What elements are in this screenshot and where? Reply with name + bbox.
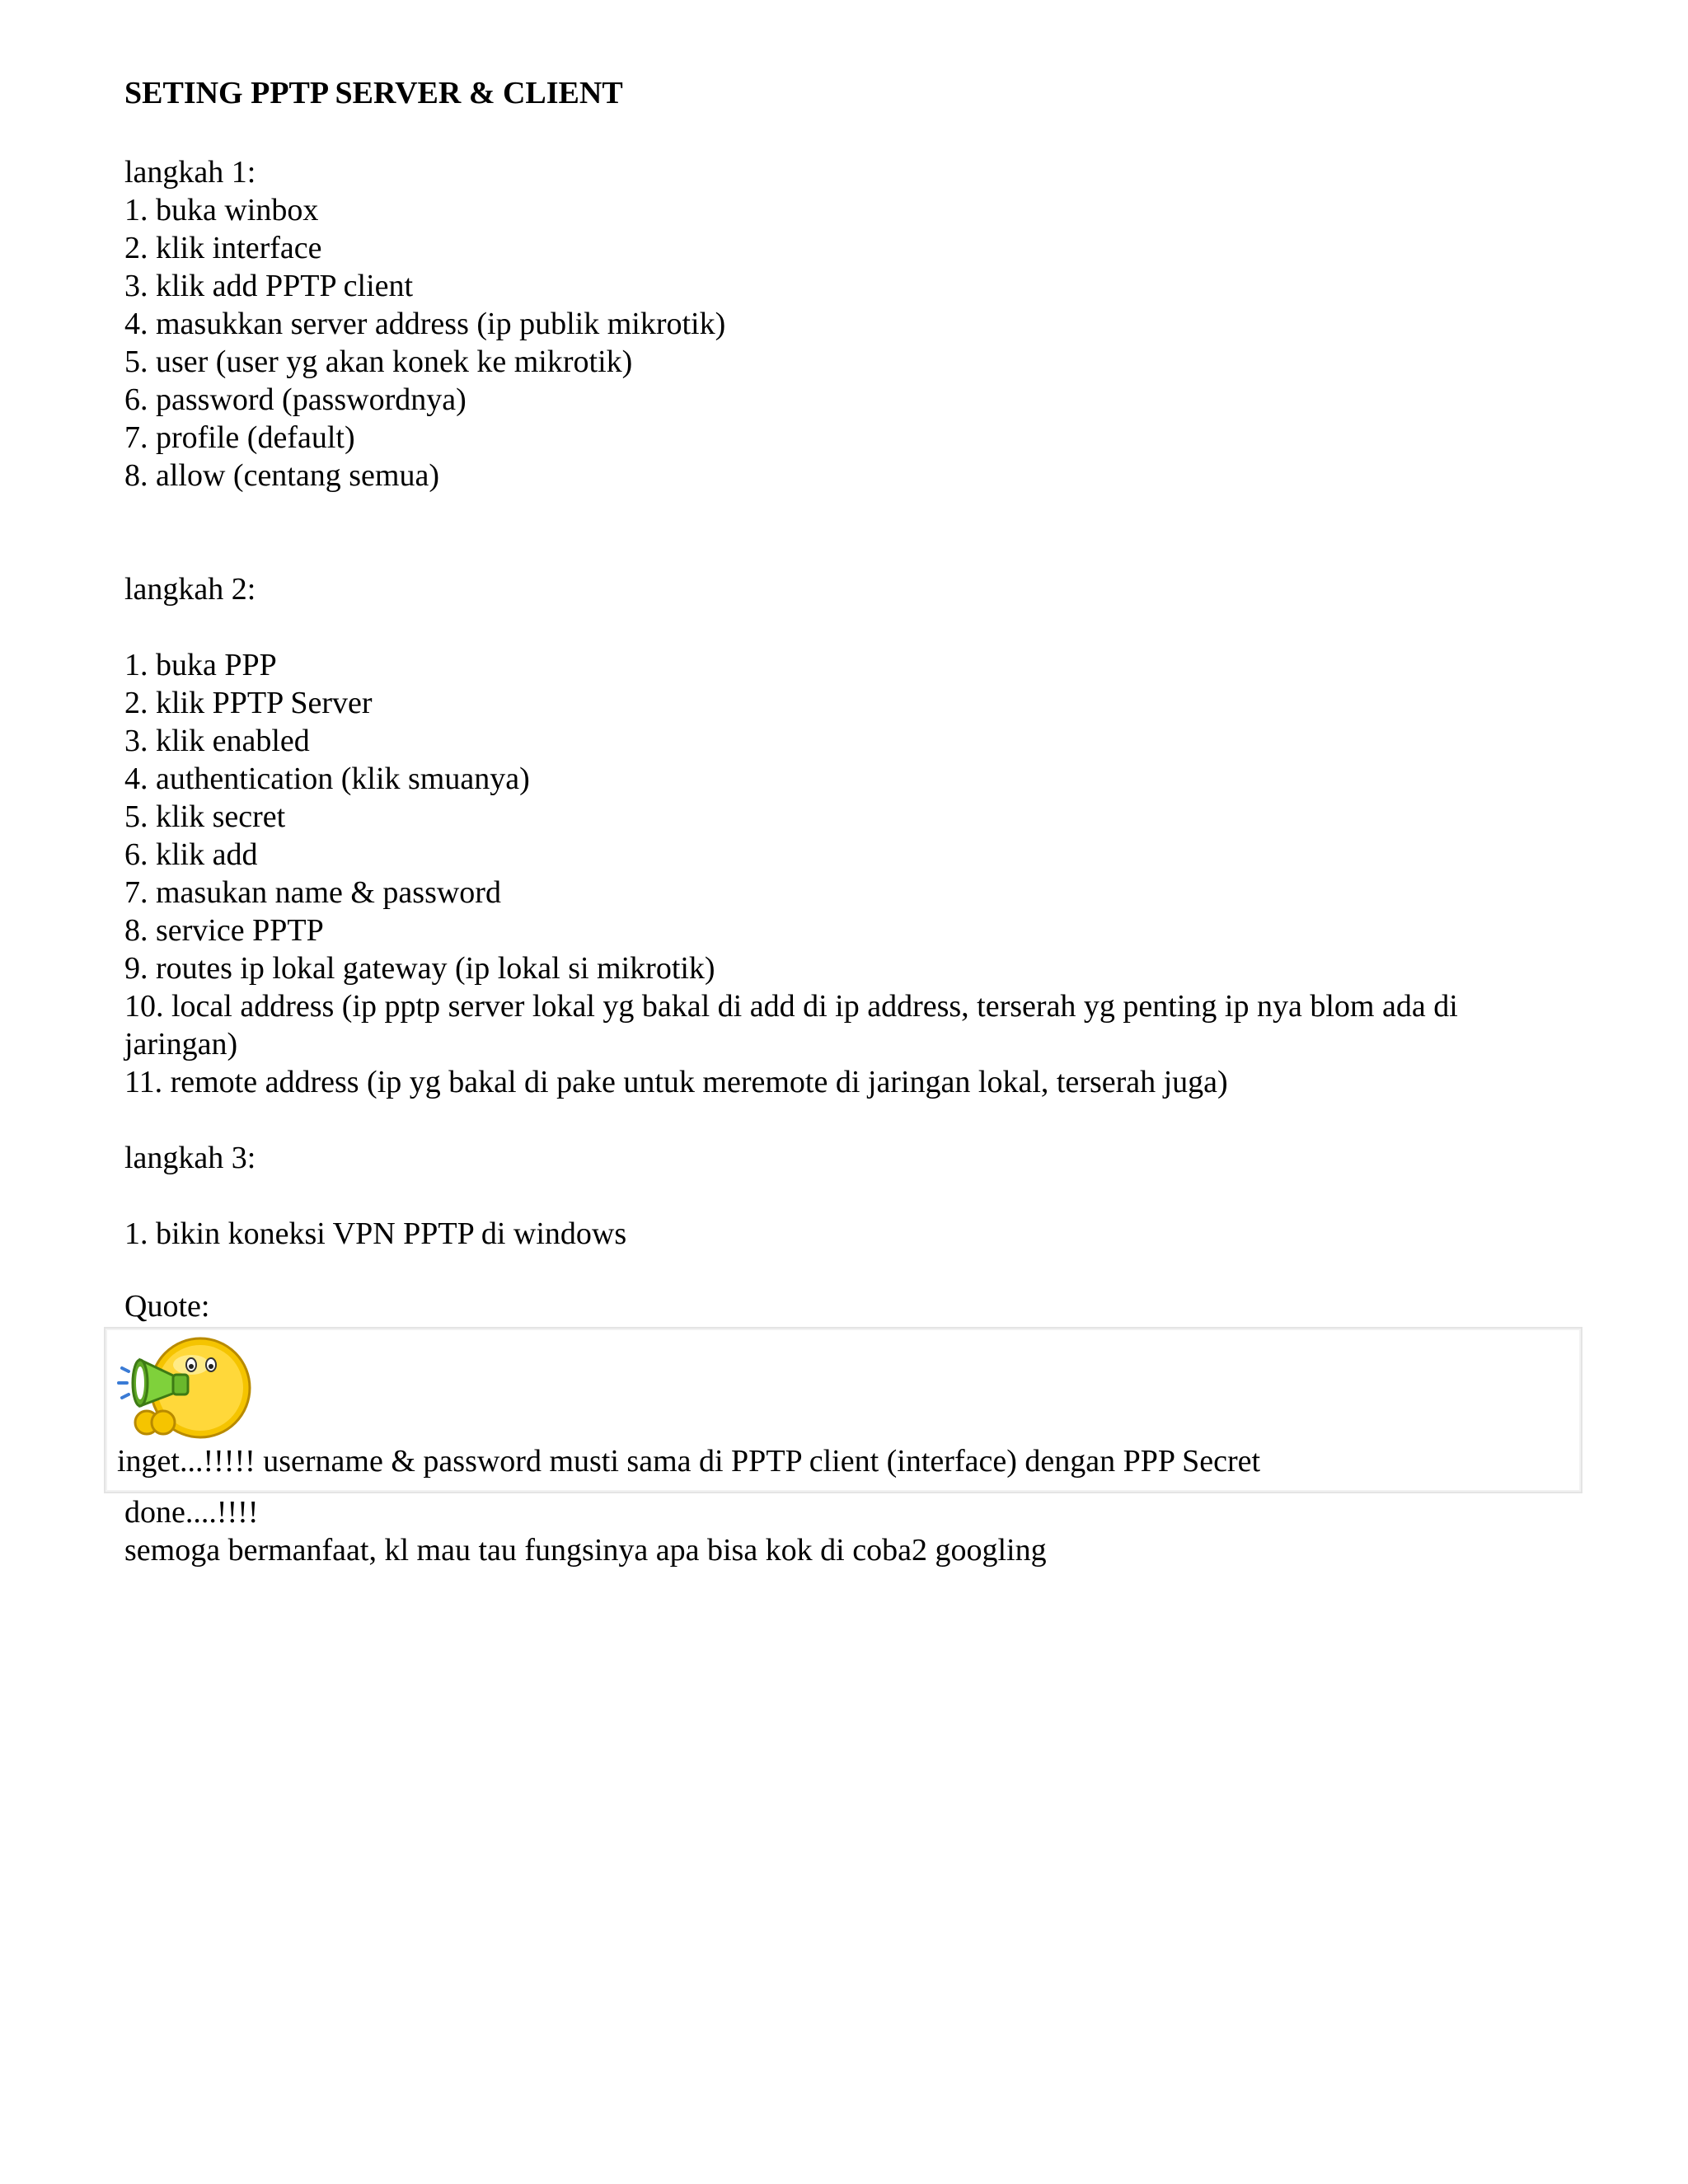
step-1-item: 1. buka winbox [124, 193, 319, 227]
step-1-item: 7. profile (default) [124, 420, 355, 455]
document-title: SETING PPTP SERVER & CLIENT [124, 76, 623, 110]
step-2-item: 3. klik enabled [124, 724, 310, 758]
step-2-item: 6. klik add [124, 837, 258, 872]
step-2-item: 11. remote address (ip yg bakal di pake untuk meremote di jaringan lokal, terserah juga) [124, 1065, 1228, 1099]
step-2-heading: langkah 2: [124, 572, 256, 607]
step-2-item: 5. klik secret [124, 799, 286, 834]
step-1-item: 3. klik add PPTP client [124, 269, 414, 303]
closing-note: semoga bermanfaat, kl mau tau fungsinya apa bisa kok di coba2 googling [124, 1533, 1047, 1568]
quote-label: Quote: [124, 1289, 210, 1324]
step-1-item: 8. allow (centang semua) [124, 458, 439, 493]
quote-text: inget...!!!!! username & password musti sama di PPTP client (interface) dengan PPP Secret [117, 1444, 1261, 1479]
step-2-item: 4. authentication (klik smuanya) [124, 762, 530, 796]
step-2-item: 1. buka PPP [124, 648, 277, 682]
step-1-item: 5. user (user yg akan konek ke mikrotik) [124, 344, 633, 379]
done-text: done....!!!! [124, 1495, 259, 1530]
step-1-heading: langkah 1: [124, 155, 256, 190]
step-2-item: 7. masukan name & password [124, 875, 501, 910]
step-2-item: 8. service PPTP [124, 913, 324, 948]
step-3-heading: langkah 3: [124, 1141, 256, 1175]
step-2-item: 2. klik PPTP Server [124, 686, 373, 720]
megaphone-smiley-icon [115, 1337, 256, 1444]
step-3-item: 1. bikin koneksi VPN PPTP di windows [124, 1216, 627, 1251]
step-2-item: 9. routes ip lokal gateway (ip lokal si mikrotik) [124, 951, 715, 986]
step-1-item: 6. password (passwordnya) [124, 382, 467, 417]
step-1-item: 4. masukkan server address (ip publik mikrotik) [124, 307, 726, 341]
step-1-item: 2. klik interface [124, 231, 322, 265]
step-2-item: 10. local address (ip pptp server lokal yg bakal di add di ip address, terserah yg penting ip nya blom ada di jaringan) [124, 989, 1458, 1062]
